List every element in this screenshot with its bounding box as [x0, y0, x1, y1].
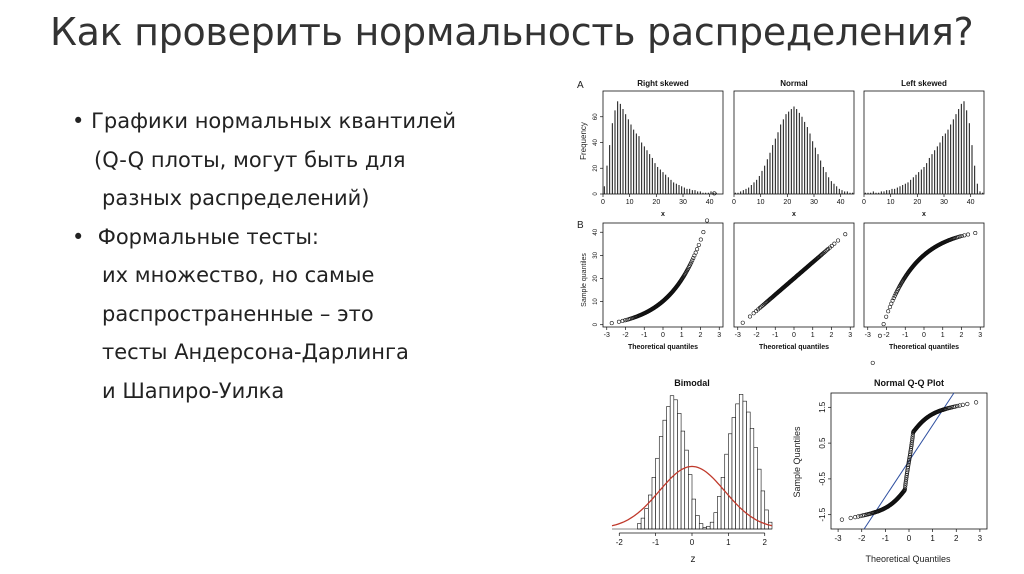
x-tick-label: 1 — [726, 538, 731, 547]
x-tick-label: 0 — [601, 199, 605, 206]
x-tick-label: -1 — [881, 534, 889, 543]
x-tick-label: 0 — [689, 538, 695, 547]
bar — [692, 499, 696, 529]
data-point — [617, 320, 620, 323]
histogram-ylabel: Frequency — [579, 122, 588, 160]
plot-frame — [603, 223, 723, 327]
x-axis-label: x — [661, 211, 665, 218]
x-tick-label: 0 — [906, 534, 912, 543]
x-tick-label: 0 — [792, 332, 796, 339]
data-point — [882, 322, 885, 325]
y-tick-label: 0 — [593, 192, 599, 196]
y-tick-label: 20 — [593, 275, 599, 282]
bar — [736, 404, 740, 529]
x-tick-label: 40 — [836, 199, 845, 206]
x-tick-label: -2 — [622, 332, 629, 339]
bullet-line: тесты Андерсона-Дарлинга — [102, 340, 409, 364]
x-tick-label: 30 — [810, 199, 818, 206]
data-point — [748, 315, 751, 318]
x-axis-label: Theoretical quantiles — [758, 344, 830, 351]
bar — [732, 417, 736, 529]
x-axis-label: x — [922, 211, 926, 218]
x-axis-label: x — [792, 211, 796, 218]
data-point — [878, 334, 881, 337]
x-tick-label: 1 — [679, 332, 684, 339]
y-tick-label: 0.5 — [818, 437, 827, 449]
x-tick-label: 3 — [978, 332, 983, 339]
bar — [667, 407, 671, 529]
x-tick-label: 1 — [930, 534, 935, 543]
data-point — [741, 321, 744, 324]
bullet-line: распространенные – это — [102, 301, 374, 326]
bar — [681, 431, 685, 529]
bar — [696, 515, 700, 529]
bar — [652, 477, 656, 529]
x-tick-label: 20 — [652, 199, 661, 206]
x-tick-label: 0 — [661, 332, 665, 339]
y-tick-label: 40 — [593, 228, 599, 236]
data-point — [705, 219, 708, 222]
data-point — [697, 243, 700, 246]
x-tick-label: 20 — [783, 199, 792, 206]
y-tick-label: -1.5 — [818, 507, 827, 522]
x-tick-label: -3 — [603, 332, 610, 339]
x-tick-label: 10 — [625, 199, 634, 206]
x-tick-label: 40 — [705, 199, 714, 206]
reference-line — [864, 393, 954, 529]
x-tick-label: 10 — [886, 199, 895, 206]
bar — [707, 526, 711, 529]
bar — [637, 524, 641, 529]
x-tick-label: 1 — [810, 332, 815, 339]
data-point — [849, 516, 853, 520]
bar — [714, 513, 718, 529]
qq-ylabel-top: Sample quantiles — [581, 253, 588, 307]
y-tick-label: 20 — [593, 164, 599, 172]
bimodal-xlabel: z — [690, 554, 696, 565]
y-tick-label: 30 — [593, 252, 599, 259]
data-point — [833, 242, 836, 245]
slide-title: Как проверить нормальность распределения? — [50, 10, 974, 54]
x-tick-label: -1 — [641, 332, 648, 339]
bar — [663, 420, 667, 529]
bar — [754, 447, 758, 529]
data-point — [974, 401, 978, 405]
bar — [659, 437, 663, 529]
data-point — [966, 233, 969, 236]
bar — [743, 401, 747, 529]
bar — [747, 412, 751, 529]
bullet-line: (Q-Q плоты, могут быть для — [94, 147, 406, 172]
bar — [765, 510, 769, 529]
data-point — [884, 315, 887, 318]
x-tick-label: 3 — [848, 332, 853, 339]
x-tick-label: -2 — [883, 332, 890, 339]
bar — [670, 396, 674, 529]
chart-title: Bimodal — [674, 378, 710, 388]
x-axis-label: Theoretical quantiles — [627, 344, 699, 351]
data-point — [871, 361, 874, 364]
chart-title: Normal — [780, 79, 808, 88]
bar — [728, 434, 732, 529]
chart-title: Right skewed — [637, 79, 689, 88]
data-point — [610, 321, 613, 324]
x-tick-label: -2 — [753, 332, 760, 339]
x-tick-label: -3 — [864, 332, 871, 339]
x-tick-label: 30 — [679, 199, 687, 206]
y-tick-label: 1.5 — [818, 401, 827, 413]
x-tick-label: -1 — [772, 332, 779, 339]
plot-frame — [734, 223, 854, 327]
data-point — [888, 305, 891, 308]
data-point — [702, 230, 705, 233]
panel-label-a: A — [577, 80, 584, 91]
x-tick-label: 2 — [829, 332, 834, 339]
x-tick-label: 2 — [762, 538, 767, 547]
chart-title: Normal Q-Q Plot — [873, 378, 945, 388]
x-tick-label: -1 — [652, 538, 660, 547]
x-tick-label: 0 — [732, 199, 736, 206]
bar — [757, 469, 761, 529]
y-tick-label: 60 — [593, 113, 599, 121]
plot-frame — [864, 223, 984, 327]
bar — [641, 518, 645, 529]
qq-ylabel-bottom: Sample Quantiles — [792, 426, 802, 498]
data-point — [840, 518, 844, 522]
bar — [750, 428, 754, 529]
y-tick-label: 0 — [593, 323, 599, 327]
x-tick-label: -2 — [858, 534, 866, 543]
y-tick-label: 40 — [593, 139, 599, 146]
y-tick-label: 10 — [593, 298, 599, 305]
bar — [645, 509, 649, 529]
chart-title: Left skewed — [901, 79, 947, 88]
x-tick-label: -3 — [834, 534, 842, 543]
bar — [717, 496, 721, 529]
data-point — [699, 238, 702, 241]
x-tick-label: 1 — [940, 332, 945, 339]
panel-label-b: B — [577, 220, 584, 231]
data-point — [887, 310, 890, 313]
data-point — [974, 231, 977, 234]
x-tick-label: -2 — [615, 538, 623, 547]
qq-xlabel-bottom: Theoretical Quantiles — [865, 554, 951, 564]
bar — [674, 400, 678, 529]
bullet-line: и Шапиро-Уилка — [102, 378, 285, 403]
x-tick-label: 3 — [977, 534, 983, 543]
data-point — [694, 251, 697, 254]
x-tick-label: -3 — [734, 332, 741, 339]
x-tick-label: 2 — [954, 534, 959, 543]
bullet-line: • Графики нормальных квантилей — [72, 109, 457, 133]
data-point — [836, 239, 839, 242]
bullet-line: • Формальные тесты: — [72, 224, 320, 249]
bullet-line: их множество, но самые — [102, 263, 375, 287]
x-tick-label: 30 — [940, 199, 948, 206]
x-tick-label: 40 — [966, 199, 975, 206]
bar — [688, 475, 692, 529]
x-tick-label: 0 — [862, 199, 866, 206]
bar — [721, 477, 725, 529]
x-tick-label: 3 — [717, 332, 722, 339]
bar — [710, 522, 714, 529]
bullet-line: разных распределений) — [102, 186, 370, 210]
bar — [685, 450, 689, 529]
bar — [699, 524, 703, 529]
data-point — [713, 192, 716, 195]
x-tick-label: 2 — [698, 332, 703, 339]
x-tick-label: 10 — [756, 199, 765, 206]
x-tick-label: 2 — [959, 332, 964, 339]
data-point — [844, 233, 847, 236]
data-point — [695, 247, 698, 250]
data-point — [966, 402, 970, 406]
x-axis-label: Theoretical quantiles — [888, 344, 960, 351]
x-tick-label: 20 — [913, 199, 922, 206]
x-tick-label: 0 — [922, 332, 926, 339]
x-tick-label: -1 — [902, 332, 909, 339]
y-tick-label: -0.5 — [818, 471, 827, 486]
